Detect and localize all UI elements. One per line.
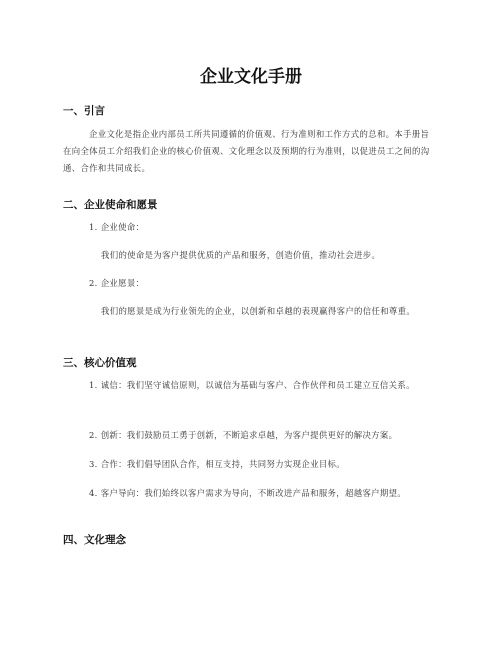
value-item-innovation: 2. 创新：我们鼓励员工勇于创新，不断追求卓越，为客户提供更好的解决方案。 — [89, 430, 398, 440]
document-title: 企业文化手册 — [200, 67, 302, 87]
value-item-integrity: 1. 诚信：我们坚守诚信原则，以诚信为基础与客户、合作伙伴和员工建立互信关系。 — [89, 380, 415, 390]
section-heading-culture: 四、文化理念 — [63, 534, 126, 546]
value-item-customer-orientation: 4. 客户导向：我们始终以客户需求为导向，不断改进产品和服务，超越客户期望。 — [89, 488, 407, 498]
mission-text: 我们的使命是为客户提供优质的产品和服务，创造价值，推动社会进步。 — [101, 250, 381, 260]
mission-label: 1. 企业使命： — [89, 222, 145, 232]
section-heading-core-values: 三、核心价值观 — [63, 357, 137, 369]
vision-text: 我们的愿景是成为行业领先的企业，以创新和卓越的表现赢得客户的信任和尊重。 — [101, 306, 416, 316]
intro-paragraph: 企业文化是指企业内部员工所共同遵循的价值观、行为准则和工作方式的总和。本手册旨在向全体员工介绍我们企业的核心价值观、文化理念以及预期的行为准则，以促进员工之间的沟通、合作和共同成长。 — [63, 129, 430, 173]
section-heading-mission-vision: 二、企业使命和愿景 — [63, 199, 158, 211]
value-item-cooperation: 3. 合作：我们倡导团队合作，相互支持，共同努力实现企业目标。 — [89, 459, 346, 469]
vision-label: 2. 企业愿景： — [89, 278, 145, 288]
section-heading-intro: 一、引言 — [63, 105, 105, 117]
